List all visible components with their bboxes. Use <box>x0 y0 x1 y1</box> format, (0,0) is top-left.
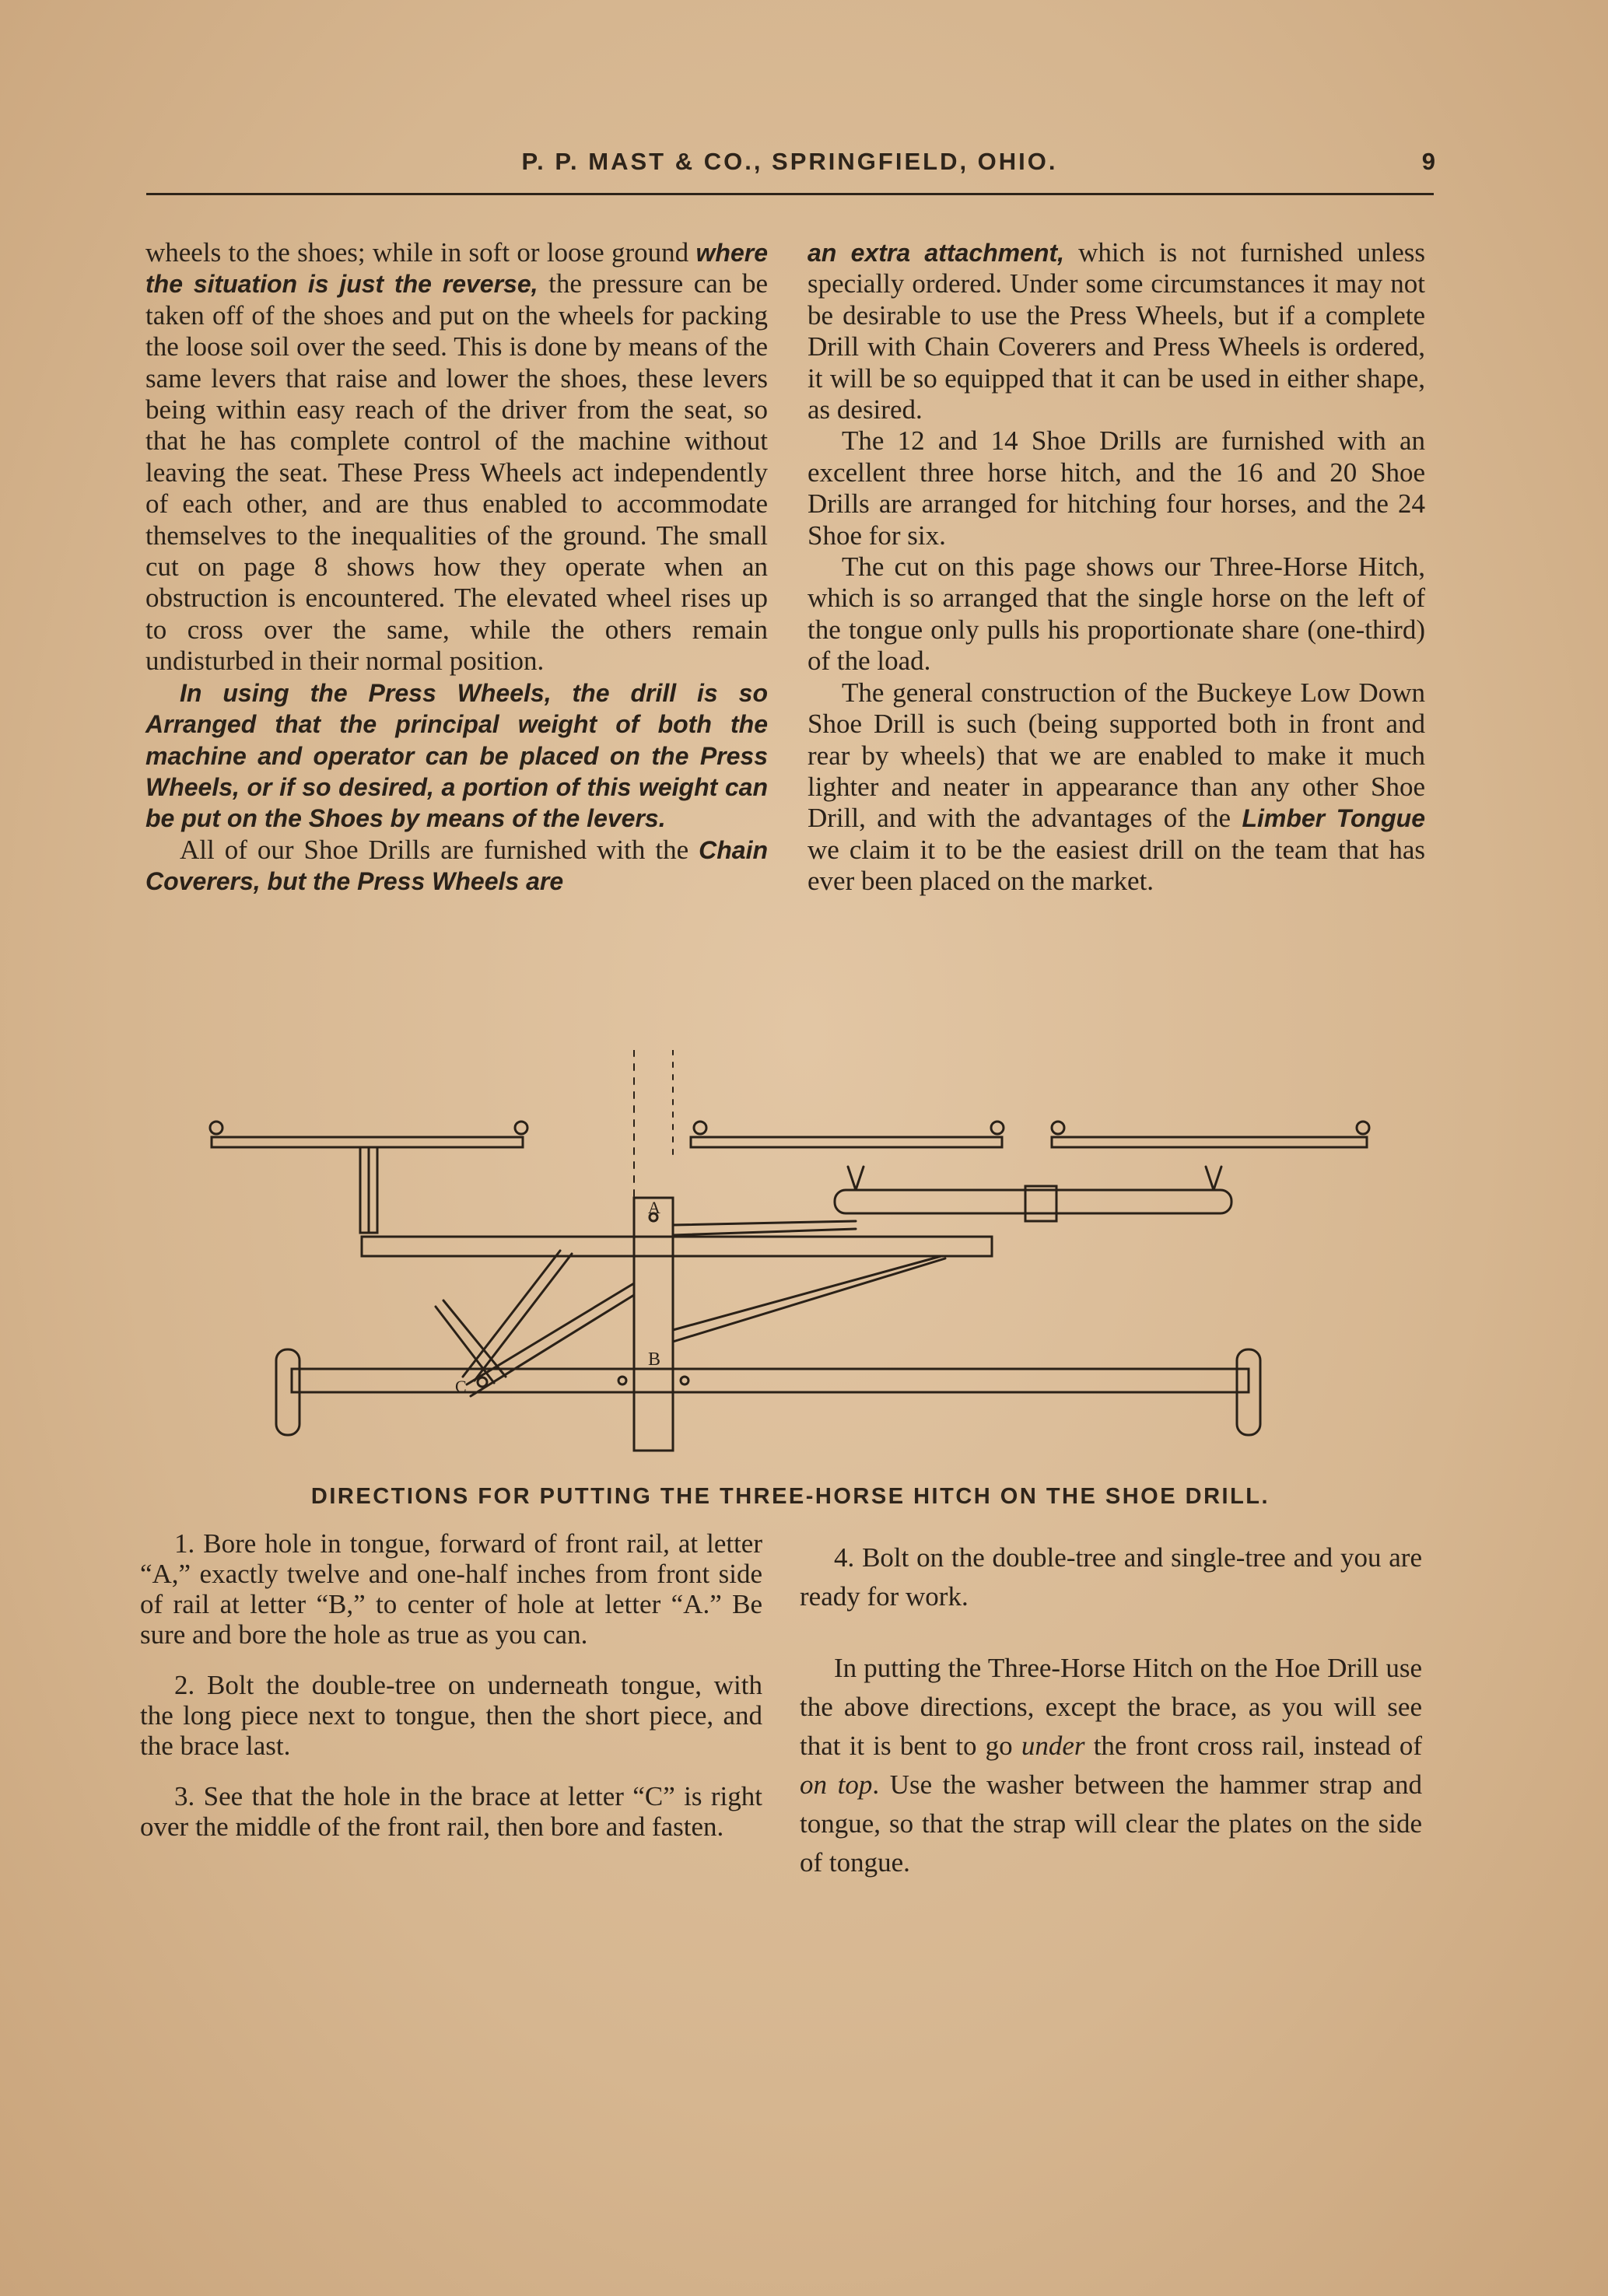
paragraph: All of our Shoe Drills are furnished with the Chain Coverers, but the Press Wheels are <box>145 834 768 896</box>
direction-step: 2. Bolt the double-tree on underneath tongue, with the long piece next to tongue, then the short piece, and the brace last. <box>140 1670 762 1761</box>
paragraph: an extra attachment, which is not furnished unless specially ordered. Under some circumstances it may not be desirable to use the Press Wheels, but if a complete Drill with Chain Coverers and Press Wheels is ordered, it will be so equipped that it can be used in either shape, as desired. <box>808 237 1425 425</box>
right-column <box>808 237 1425 898</box>
direction-step: 1. Bore hole in tongue, forward of front rail, at letter “A,” exactly twelve and one-half inches from front side of rail at letter “B,” to center of hole at letter “A.” Be sure and bore the hole as true as you can. <box>140 1528 762 1650</box>
right-single-tree <box>1052 1137 1367 1147</box>
paragraph: The cut on this page shows our Three-Horse Hitch, which is so arranged that the single horse on the left of the tongue only pulls his proportionate share (one-third) of the load. <box>808 551 1425 677</box>
left-column <box>145 237 768 898</box>
paragraph: The 12 and 14 Shoe Drills are furnished with an excellent three horse hitch, and the 16 and 20 Shoe Drills are arranged for hitching four horses, and the 24 Shoe for six. <box>808 425 1425 551</box>
direction-step: 4. Bolt on the double-tree and single-tree and you are ready for work. <box>800 1542 1422 1612</box>
figure-caption: DIRECTIONS FOR PUTTING THE THREE-HORSE HITCH ON THE SHOE DRILL. <box>310 1484 1270 1509</box>
double-tree <box>835 1190 1231 1213</box>
center-single-tree <box>691 1137 1002 1147</box>
directions-left <box>140 1528 762 1862</box>
page-header <box>144 148 1435 187</box>
three-horse-hitch-illustration <box>202 1050 1385 1454</box>
directions-right <box>800 1538 1422 1915</box>
page-number: 9 <box>1421 148 1435 175</box>
left-single-tree <box>212 1137 523 1147</box>
paragraph: wheels to the shoes; while in soft or loose ground where the situation is just the reverse, the pressure can be taken off of the shoes and put on the wheels for packing the loose soil over the seed. This is done by means of the same levers that raise and lower the shoes, these levers being within easy reach of the driver from the seat, so that he has complete control of the machine without leaving the seat. These Press Wheels act independently of each other, and are thus enabled to accommodate themselves to the inequalities of the ground. The small cut on page 8 shows how they operate when an obstruction is encountered. The elevated wheel rises up to cross over the same, while the others remain undisturbed in their normal position. <box>145 237 768 677</box>
direction-step: 3. See that the hole in the brace at letter “C” is right over the middle of the front rail, then bore and fasten. <box>140 1781 762 1842</box>
header-rule <box>146 193 1434 195</box>
front-rail <box>362 1237 992 1256</box>
rear-axle <box>292 1369 1249 1392</box>
label-a: A <box>648 1198 660 1217</box>
paragraph: The general construction of the Buckeye Low Down Shoe Drill is such (being supported both in front and rear by wheels) that we are enabled to make it much lighter and neater in appearance than any other Shoe Drill, and with the advantages of the Limber Tongue we claim it to be the easiest drill on the team that has ever been placed on the market. <box>808 677 1425 897</box>
running-title: P. P. MAST & CO., SPRINGFIELD, OHIO. <box>521 148 1058 175</box>
label-c: C <box>455 1377 467 1396</box>
paragraph-emphasis: In using the Press Wheels, the drill is so Arranged that the principal weight of both the machine and operator can be placed on the Press Wheels, or if so desired, a portion of this weight can be put on the Shoes by means of the levers. <box>145 678 768 833</box>
label-b: B <box>648 1349 661 1370</box>
hoe-drill-note: In putting the Three-Horse Hitch on the Hoe Drill use the above directions, except the brace, as you will see that it is bent to go under the front cross rail, instead of on top. Use the washer between the hammer strap and tongue, so that the strap will clear the plates on the side of tongue. <box>800 1653 1423 1878</box>
